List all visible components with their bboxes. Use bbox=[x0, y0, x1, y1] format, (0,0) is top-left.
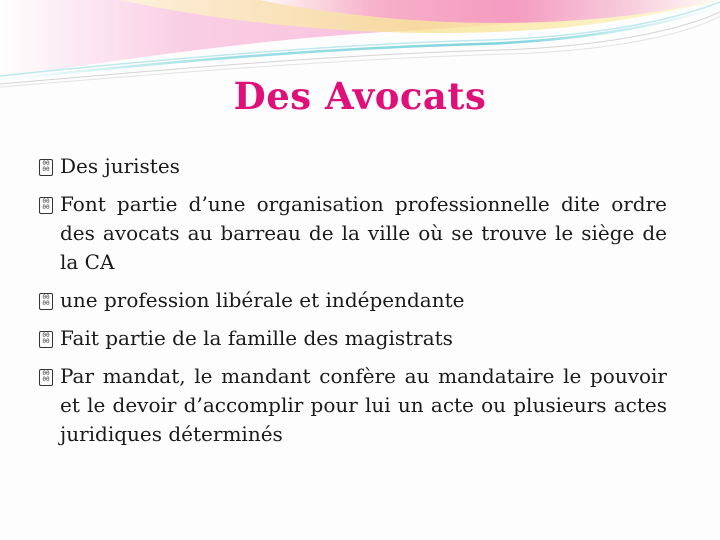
bullet-item bbox=[39, 286, 667, 315]
slide-title: Des Avocats bbox=[233, 74, 487, 118]
replacement-glyph-icon: 00 00 bbox=[39, 293, 53, 310]
bullet-item bbox=[39, 190, 667, 277]
bullet-text: Des juristes bbox=[60, 154, 180, 178]
bullet-text: une profession libérale et indépendante bbox=[60, 288, 465, 312]
replacement-glyph-icon: 00 00 bbox=[39, 331, 53, 348]
bullet-text: Par mandat, le mandant confère au mandataire le pouvoir et le devoir d’accomplir pour lui un acte ou plusieurs actes juridiques déterminés bbox=[60, 364, 667, 446]
bullet-item bbox=[39, 152, 667, 181]
replacement-glyph-icon: 00 00 bbox=[39, 159, 53, 176]
replacement-glyph-icon: 00 00 bbox=[39, 369, 53, 386]
bullet-text: Fait partie de la famille des magistrats bbox=[60, 326, 453, 350]
bullet-list bbox=[39, 152, 667, 458]
bullet-item bbox=[39, 324, 667, 353]
bullet-item bbox=[39, 362, 667, 449]
replacement-glyph-icon: 00 00 bbox=[39, 197, 53, 214]
bullet-text: Font partie d’une organisation professionnelle dite ordre des avocats au barreau de la ville où se trouve le siège de la CA bbox=[60, 192, 667, 274]
